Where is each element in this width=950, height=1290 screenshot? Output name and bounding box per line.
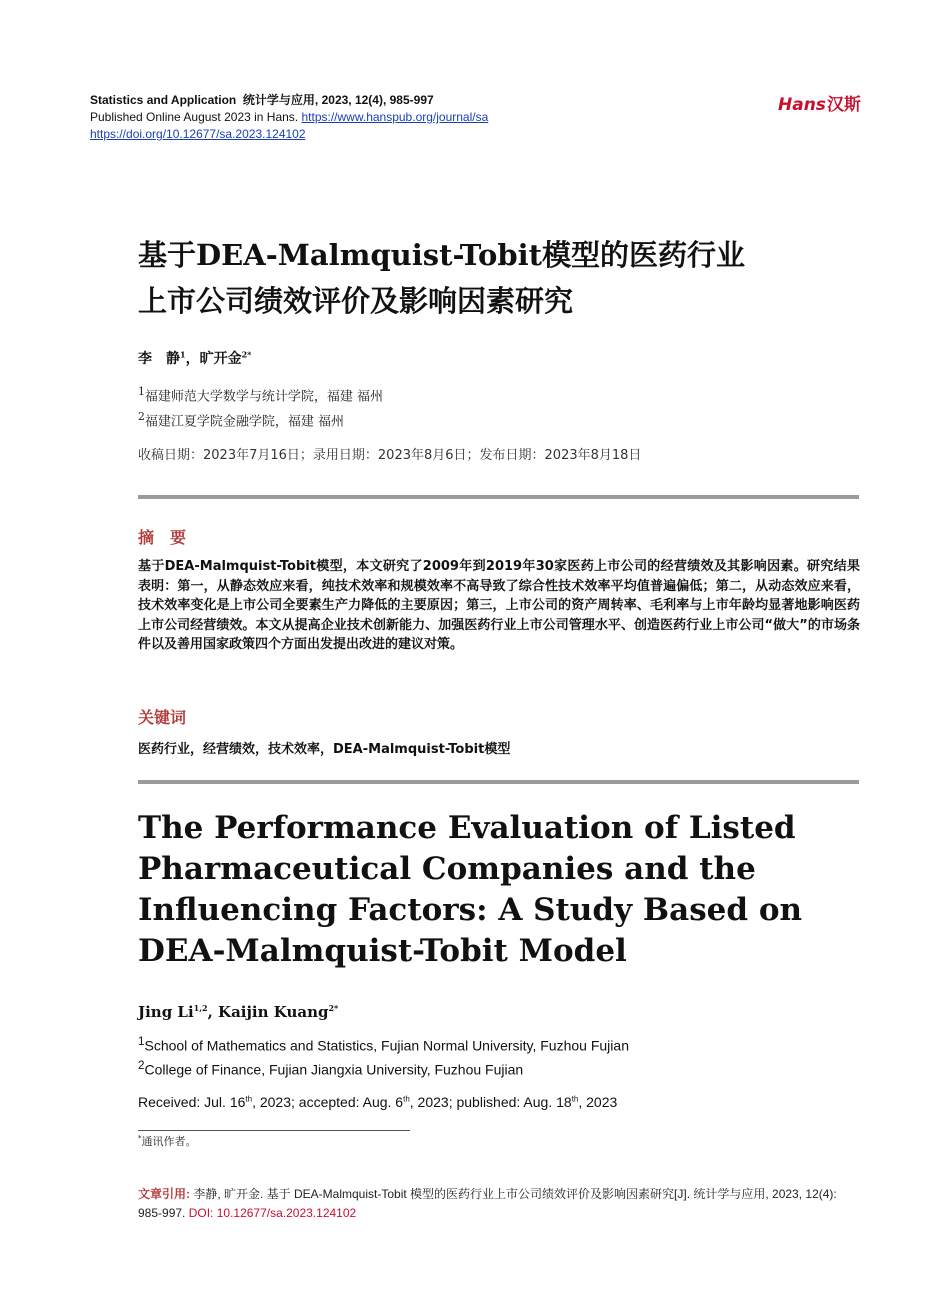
journal-name-en: Statistics and Application (90, 93, 237, 107)
citation (138, 1185, 860, 1223)
cn-author-2: 旷开金 (199, 351, 242, 367)
abstract-text: 基于DEA-Malmquist-Tobit模型，本文研究了2009年到2019年30家医药上市公司的经营绩效及其影响因素。研究结果表明：第一，从静态效应来看，纯技术效率和规模效率不高导致了综合性技术效率平均值普遍偏低；第二，从动态效应来看，技术效率变化是上市公司全要素生产力降低的主要原因；第三，上市公司的资产周转率、毛利率与上市年龄均显著地影响医药上市公司经营绩效。本文从提高企业技术创新能力、加强医药行业上市公司管理水平、创造医药行业上市公司“做大”的市场条件以及善用国家政策四个方面出发提出改进的建议对策。 (138, 559, 860, 652)
cn-authors (138, 348, 251, 368)
published-date: , 2023; published: Aug. 18 (409, 1094, 572, 1110)
en-author-2: Kaijin Kuang (218, 1003, 329, 1021)
en-affiliations (138, 1032, 629, 1079)
year-tail: , 2023 (578, 1094, 618, 1110)
th-sup-2: th (403, 1094, 410, 1104)
en-aff-1-sup: 1 (138, 1035, 145, 1048)
hans-logo (778, 90, 861, 115)
en-authors (138, 1003, 338, 1021)
journal-volume-cn: 统计学与应用, 2023, 12(4), 985-997 (242, 93, 434, 107)
citation-label: 文章引用: (138, 1187, 190, 1201)
th-sup-3: th (571, 1094, 579, 1104)
en-aff-2-sup: 2 (138, 1058, 145, 1072)
hans-logo-latin: Hans (778, 95, 826, 115)
published-online: Published Online August 2023 in Hans. (90, 110, 299, 124)
cn-author-1: 李 静 (138, 351, 180, 367)
cn-affiliations (138, 382, 383, 433)
en-title-line-1: The Performance Evaluation of Listed (138, 810, 796, 846)
en-aff-1: School of Mathematics and Statistics, Fujian Normal University, Fuzhou Fujian (144, 1037, 629, 1054)
keywords-text: 医药行业，经营绩效，技术效率，DEA-Malmquist-Tobit模型 (138, 742, 511, 757)
en-title-line-2: Pharmaceutical Companies and the (138, 851, 756, 887)
keywords-heading: 关键词 (138, 708, 187, 727)
cn-author-sep: ， (185, 351, 200, 367)
en-aff-2: College of Finance, Fujian Jiangxia University, Fuzhou Fujian (144, 1061, 524, 1078)
journal-url-link[interactable]: https://www.hanspub.org/journal/sa (301, 110, 489, 124)
cn-aff-1: 福建师范大学数学与统计学院，福建 福州 (144, 389, 384, 405)
hans-logo-cn: 汉斯 (826, 95, 861, 115)
cn-title (138, 232, 838, 324)
cn-author-1-sup: 1 (180, 349, 186, 360)
received-date: Received: Jul. 16 (138, 1094, 246, 1110)
en-author-1-sup: 1,2 (193, 1003, 208, 1013)
cn-dates: 收稿日期：2023年7月16日；录用日期：2023年8月6日；发布日期：2023年8月18日 (138, 448, 642, 463)
accepted-date: , 2023; accepted: Aug. 6 (252, 1094, 404, 1110)
cn-aff-2-sup: 2 (138, 410, 145, 424)
footnote-sup: * (138, 1134, 142, 1143)
th-sup-1: th (245, 1094, 253, 1104)
citation-doi[interactable]: DOI: 10.12677/sa.2023.124102 (188, 1206, 357, 1220)
en-author-2-sup: 2* (328, 1003, 339, 1013)
section-divider-bottom (138, 780, 859, 784)
citation-text: 李静, 旷开金. 基于 DEA-Malmquist-Tobit 模型的医药行业上市公司绩效评价及影响因素研究[J]. 统计学与应用, 2023, 12(4): 985-997. (138, 1187, 837, 1220)
doi-url-link[interactable]: https://doi.org/10.12677/sa.2023.124102 (90, 127, 306, 141)
en-author-sep: , (207, 1003, 219, 1021)
cn-author-2-sup: 2* (241, 349, 252, 360)
en-dates (138, 1094, 617, 1110)
en-title-line-3: Influencing Factors: A Study Based on (138, 892, 803, 928)
abstract-heading: 摘 要 (138, 528, 187, 547)
cn-aff-2: 福建江夏学院金融学院，福建 福州 (144, 414, 345, 430)
footnote-text: 通讯作者。 (141, 1135, 197, 1148)
cn-title-line-1: 基于DEA-Malmquist-Tobit模型的医药行业 (138, 238, 746, 272)
cn-title-line-2: 上市公司绩效评价及影响因素研究 (138, 284, 574, 318)
footnote-rule (138, 1130, 410, 1131)
en-title (138, 808, 858, 972)
en-title-line-4: DEA-Malmquist-Tobit Model (138, 933, 627, 969)
en-author-1: Jing Li (138, 1003, 194, 1021)
cn-aff-1-sup: 1 (138, 385, 145, 398)
footnote (138, 1133, 197, 1149)
section-divider-top (138, 495, 859, 499)
journal-header (90, 92, 488, 143)
